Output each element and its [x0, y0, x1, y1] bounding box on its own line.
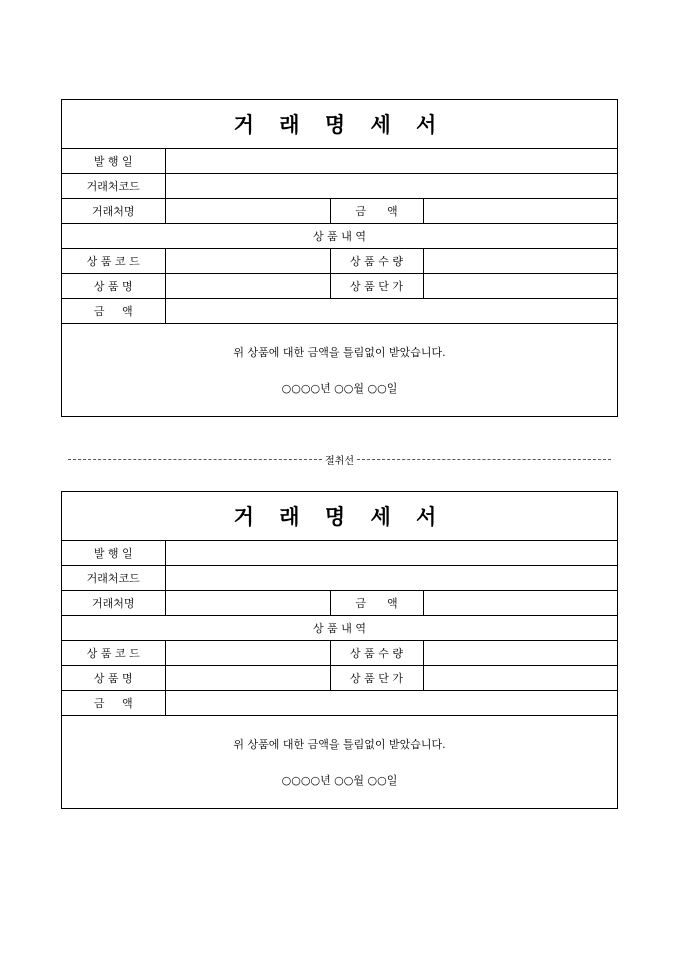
product-price-label: 상 품 단 가 [330, 666, 423, 691]
notice-section [62, 324, 617, 417]
receipt-notice: 위 상품에 대한 금액을 틀림없이 받았습니다. [233, 738, 446, 751]
amount-field-inline[interactable] [423, 199, 617, 224]
product-price-field[interactable] [423, 274, 617, 299]
amount-field-inline[interactable] [423, 591, 617, 616]
amount-field[interactable] [165, 691, 617, 716]
receipt-top [61, 99, 618, 417]
amount-label: 금 액 [62, 691, 165, 716]
notice-section [62, 716, 617, 809]
form-title: 거 래 명 세 서 [62, 100, 617, 149]
client-code-field[interactable] [165, 174, 617, 199]
product-name-field[interactable] [165, 274, 330, 299]
product-name-label: 상 품 명 [62, 666, 165, 691]
issue-date-field[interactable] [165, 149, 617, 174]
amount-label-inline: 금 액 [330, 199, 423, 224]
product-code-label: 상 품 코 드 [62, 641, 165, 666]
product-price-label: 상 품 단 가 [330, 274, 423, 299]
details-header: 상 품 내 역 [62, 224, 617, 249]
receipt-date-line: ○○○○년 ○○월 ○○일 [281, 382, 398, 395]
receipt-date-line: ○○○○년 ○○월 ○○일 [281, 774, 398, 787]
details-header: 상 품 내 역 [62, 616, 617, 641]
product-name-field[interactable] [165, 666, 330, 691]
client-name-field[interactable] [165, 591, 330, 616]
product-qty-field[interactable] [423, 641, 617, 666]
product-qty-label: 상 품 수 량 [330, 641, 423, 666]
client-code-label: 거래처코드 [62, 174, 165, 199]
issue-date-label: 발 행 일 [62, 541, 165, 566]
amount-field[interactable] [165, 299, 617, 324]
client-name-label: 거래처명 [62, 199, 165, 224]
product-name-label: 상 품 명 [62, 274, 165, 299]
client-name-label: 거래처명 [62, 591, 165, 616]
cut-line-dash-right [357, 459, 611, 460]
cut-line-dash-left [68, 459, 322, 460]
product-qty-label: 상 품 수 량 [330, 249, 423, 274]
cut-line [68, 452, 611, 467]
issue-date-label: 발 행 일 [62, 149, 165, 174]
product-price-field[interactable] [423, 666, 617, 691]
receipt-notice: 위 상품에 대한 금액을 틀림없이 받았습니다. [233, 346, 446, 359]
amount-label: 금 액 [62, 299, 165, 324]
product-code-field[interactable] [165, 249, 330, 274]
client-name-field[interactable] [165, 199, 330, 224]
client-code-label: 거래처코드 [62, 566, 165, 591]
client-code-field[interactable] [165, 566, 617, 591]
product-qty-field[interactable] [423, 249, 617, 274]
receipt-bottom [61, 491, 618, 809]
product-code-label: 상 품 코 드 [62, 249, 165, 274]
form-title: 거 래 명 세 서 [62, 492, 617, 541]
product-code-field[interactable] [165, 641, 330, 666]
amount-label-inline: 금 액 [330, 591, 423, 616]
cut-line-label: 절취선 [325, 456, 354, 467]
issue-date-field[interactable] [165, 541, 617, 566]
